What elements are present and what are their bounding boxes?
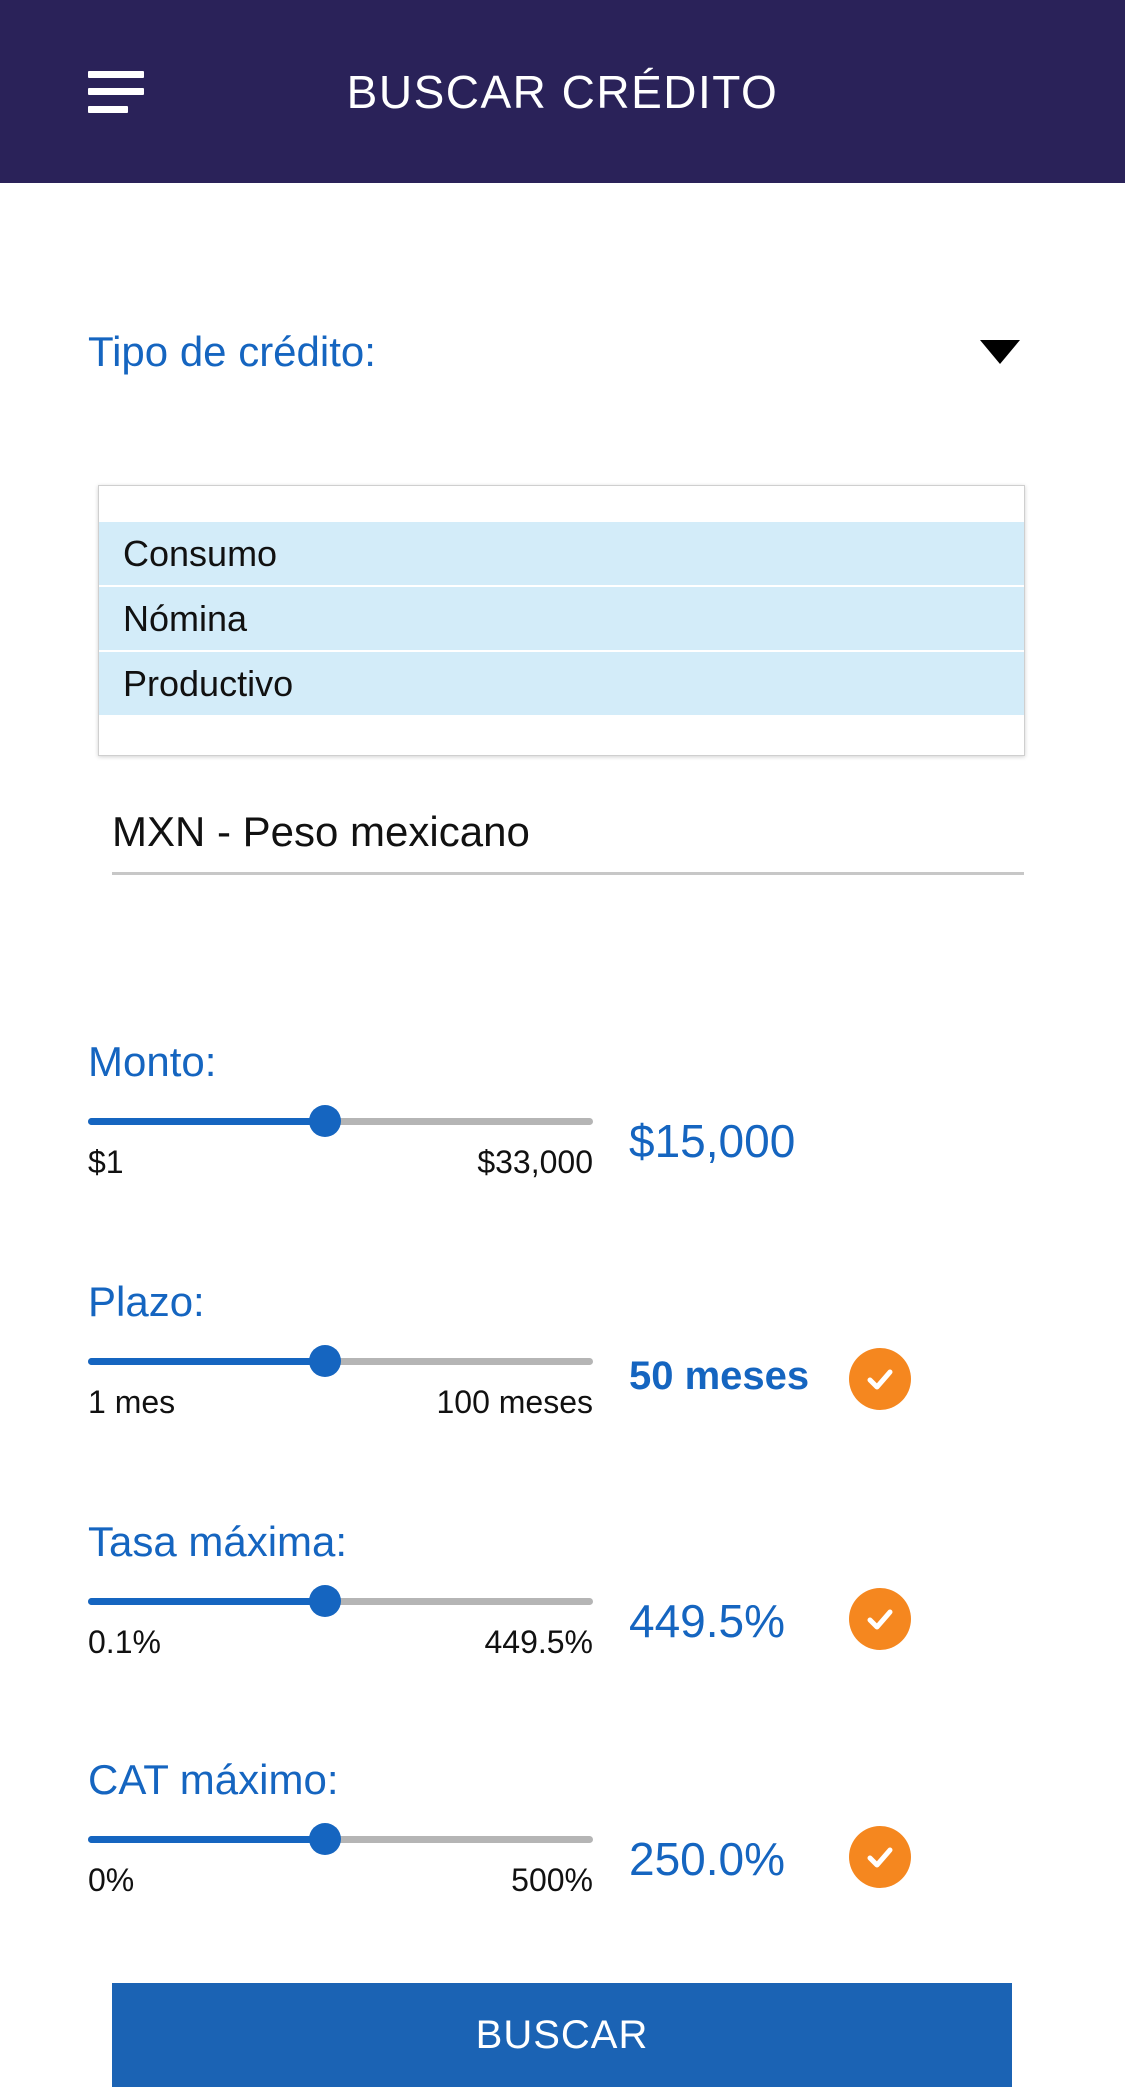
slider-cat-value: 250.0% xyxy=(629,1833,786,1885)
slider-fill xyxy=(88,1598,325,1605)
app-bar xyxy=(0,0,1125,183)
dropdown-option-productivo[interactable]: Productivo xyxy=(99,652,1024,717)
slider-monto-value: $15,000 xyxy=(629,1115,796,1167)
slider-plazo-label: Plazo: xyxy=(88,1278,205,1325)
slider-monto-control[interactable] xyxy=(88,1108,593,1181)
dropdown-option-consumo[interactable]: Consumo xyxy=(99,522,1024,587)
slider-plazo-max: 100 meses xyxy=(436,1384,593,1420)
slider-cat-maximo xyxy=(88,1756,1038,1899)
slider-fill xyxy=(88,1358,325,1365)
slider-plazo-min: 1 mes xyxy=(88,1384,176,1420)
slider-tasa-value: 449.5% xyxy=(629,1595,786,1647)
slider-tasa-min: 0.1% xyxy=(88,1624,161,1660)
slider-cat-label: CAT máximo: xyxy=(88,1756,339,1803)
hamburger-bar xyxy=(88,106,128,113)
slider-plazo xyxy=(88,1278,1038,1421)
currency-underline xyxy=(112,872,1024,875)
chevron-down-icon[interactable] xyxy=(980,340,1020,364)
credit-type-field[interactable] xyxy=(88,328,1028,376)
dropdown-option-nomina[interactable]: Nómina xyxy=(99,587,1024,652)
slider-knob[interactable] xyxy=(309,1823,341,1855)
slider-monto-label: Monto: xyxy=(88,1038,217,1085)
slider-monto xyxy=(88,1038,1038,1181)
check-circle-icon xyxy=(849,1588,911,1650)
hamburger-bar xyxy=(88,71,144,78)
dropdown-bottom-spacer xyxy=(99,717,1024,755)
currency-field[interactable] xyxy=(112,808,1024,875)
hamburger-bar xyxy=(88,88,144,95)
slider-plazo-value: 50 meses xyxy=(629,1354,810,1398)
page-title: BUSCAR CRÉDITO xyxy=(346,65,779,118)
slider-plazo-control[interactable] xyxy=(88,1348,593,1421)
check-circle-icon xyxy=(849,1826,911,1888)
slider-tasa-control[interactable] xyxy=(88,1588,593,1661)
slider-cat-max: 500% xyxy=(511,1862,593,1898)
slider-monto-max: $33,000 xyxy=(477,1144,593,1180)
slider-monto-min: $1 xyxy=(88,1144,124,1180)
credit-type-label: Tipo de crédito: xyxy=(88,328,376,375)
slider-cat-control[interactable] xyxy=(88,1826,593,1899)
slider-knob[interactable] xyxy=(309,1105,341,1137)
currency-value: MXN - Peso mexicano xyxy=(112,808,530,855)
slider-fill xyxy=(88,1118,325,1125)
buscar-button[interactable]: BUSCAR xyxy=(112,1983,1012,2087)
slider-fill xyxy=(88,1836,325,1843)
hamburger-icon[interactable] xyxy=(88,71,144,113)
check-circle-icon xyxy=(849,1348,911,1410)
slider-tasa-max: 449.5% xyxy=(484,1624,593,1660)
slider-cat-min: 0% xyxy=(88,1862,135,1898)
slider-knob[interactable] xyxy=(309,1585,341,1617)
slider-knob[interactable] xyxy=(309,1345,341,1377)
slider-tasa-maxima xyxy=(88,1518,1038,1661)
dropdown-top-spacer xyxy=(99,486,1024,522)
credit-type-dropdown[interactable] xyxy=(98,485,1025,756)
slider-tasa-label: Tasa máxima: xyxy=(88,1518,348,1565)
